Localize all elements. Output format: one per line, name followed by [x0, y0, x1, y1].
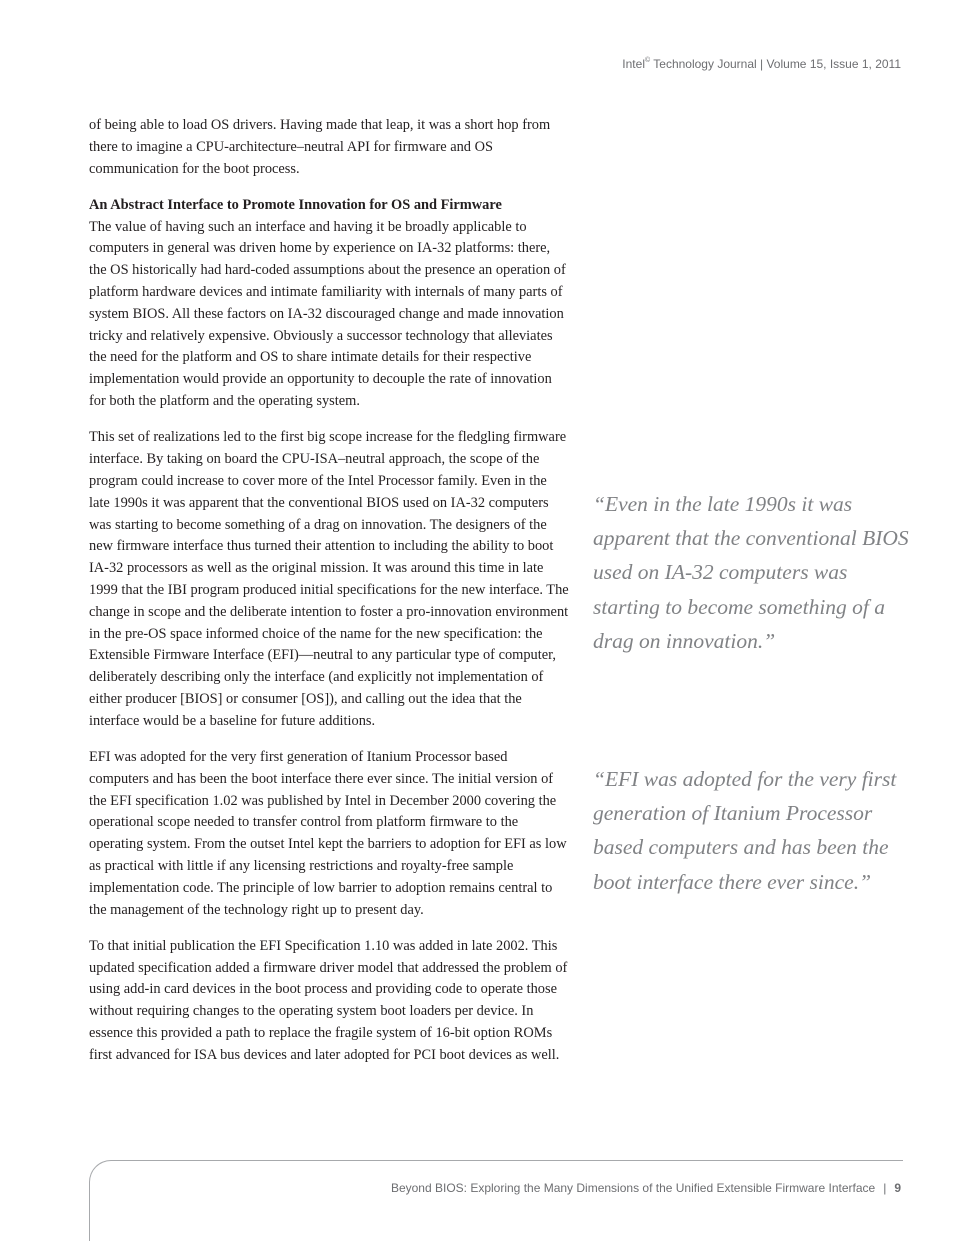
footer-separator: |	[883, 1181, 887, 1195]
paragraph-continuation: of being able to load OS drivers. Having made that leap, it was a short hop from there to imagine a CPU-architecture–neutral API for firmware and OS communication for the boot process.	[89, 117, 551, 177]
section-heading: An Abstract Interface to Promote Innovation for OS and Firmware	[89, 196, 502, 213]
footer-rule	[89, 1160, 903, 1241]
running-header	[622, 57, 901, 71]
journal-name-prefix: Intel	[622, 57, 645, 71]
paragraph-efi-adoption: EFI was adopted for the very first generation of Itanium Processor based computers and has been the boot interface there ever since. The initial version of the EFI specification 1.02 was published by Intel in December 2000 covering the operational scope needed to transfer control from platform firmware to the operating system. From the outset Intel kept the barriers to adoption for EFI as low as practical with little if any licensing restrictions and royalty-free sample implementation code. The principle of low barrier to adoption remains central to the management of the technology right up to present day.	[89, 749, 567, 918]
page-number: 9	[894, 1181, 901, 1195]
paragraph-realizations: This set of realizations led to the first big scope increase for the fledgling firmware interface. By taking on board the CPU-ISA–neutral approach, the scope of the program could increase to cover more of the Intel Processor family. Even in the late 1990s it was apparent that the conventional BIOS used on IA-32 computers was starting to become something of a drag on innovation. The designers of the new firmware interface thus turned their attention to including the ability to boot IA-32 processors as well as the original mission. It was around this time in late 1999 that the IBI program produced initial specifications for the new interface. The change in scope and the deliberate intention to foster a pro-innovation environment in the pre-OS space informed choice of the name for the new specification: the Extensible Firmware Interface (EFI)—neutral to any particular type of computer, deliberately describing only the interface (and explicitly not implementation of either producer [BIOS] or consumer [OS]), and calling out the idea that the interface would be a baseline for future additions.	[89, 429, 569, 729]
pull-quote-1: “Even in the late 1990s it was apparent that the conventional BIOS used on IA-32 computers was starting to become something of a drag on innovation.”	[593, 492, 909, 653]
copyright-mark: ©	[644, 57, 651, 64]
article-title: Beyond BIOS: Exploring the Many Dimensions of the Unified Extensible Firmware Interface	[390, 1181, 876, 1195]
running-footer	[391, 1181, 901, 1195]
pull-quote-2: “EFI was adopted for the very first generation of Itanium Processor based computers and has been the boot interface there ever since.”	[593, 767, 897, 894]
journal-issue: Technology Journal | Volume 15, Issue 1, 2011	[650, 57, 901, 71]
main-column	[89, 115, 569, 1081]
paragraph-interface-value: The value of having such an interface and having it be broadly applicable to computers in general was driven home by experience on IA-32 platforms: there, the OS historically had hard-coded assumptions about the presence an operation of platform hardware devices and intimate familiarity with internals of many parts of system BIOS. All these factors on IA-32 discouraged change and made innovation tricky and relatively expensive. Obviously a successor technology that alleviates the need for the platform and OS to share intimate details for their respective implementation would provide an opportunity to decouple the rate of innovation for both the platform and the operating system.	[89, 218, 566, 410]
paragraph-efi-1-10: To that initial publication the EFI Specification 1.10 was added in late 2002. This updated specification added a firmware driver model that addressed the problem of using add-in card devices in the boot process and providing code to operate those without requiring changes to the operating system boot loaders per device. In essence this provided a path to replace the fragile system of 16-bit option ROMs first advanced for ISA bus devices and later adopted for PCI boot devices as well.	[89, 937, 568, 1063]
